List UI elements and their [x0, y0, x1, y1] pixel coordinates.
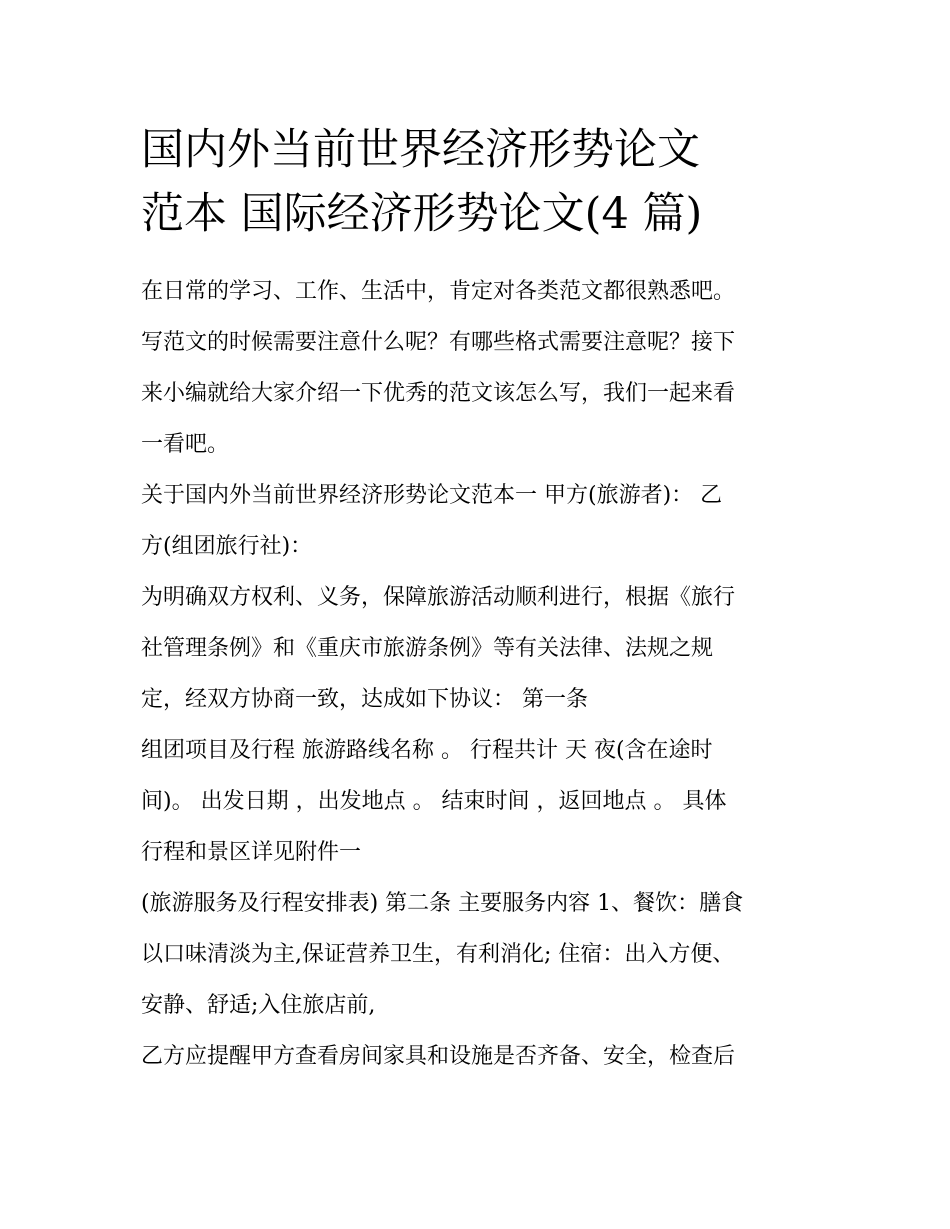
- paragraph-itinerary: 组团项目及行程 旅游路线名称 。 行程共计 天 夜(含在途时 间)。 出发日期 ，出发地点 。 结束时间 ，返回地点 。 具体 行程和景区详见附件一: [141, 738, 727, 865]
- title-line-2: 范本 国际经济形势论文(4 篇): [141, 189, 703, 239]
- paragraph-room-check: 乙方应提醒甲方查看房间家具和设施是否齐备、安全，检查后: [141, 1044, 736, 1069]
- document-content: [141, 118, 813, 1082]
- document-title: [141, 118, 813, 246]
- paragraph-intro: 在日常的学习、工作、生活中，肯定对各类范文都很熟悉吧。 写范文的时候需要注意什么呢？有哪些格式需要注意呢？接下 来小编就给大家介绍一下优秀的范文该怎么写，我们一起来看 一看吧。: [141, 279, 736, 457]
- paragraph-services: (旅游服务及行程安排表) 第二条 主要服务内容 1、餐饮：膳食 以口味清淡为主,保证营养卫生，有利消化; 住宿：出入方便、 安静、舒适;入住旅店前,: [141, 891, 744, 1018]
- title-line-1: 国内外当前世界经济形势论文: [141, 125, 700, 175]
- paragraph-agreement: 为明确双方权利、义务，保障旅游活动顺利进行，根据《旅行 社管理条例》和《重庆市旅游条例》等有关法律、法规之规 定，经双方协商一致，达成如下协议： 第一条: [141, 585, 736, 712]
- paragraph-parties: 关于国内外当前世界经济形势论文范本一 甲方(旅游者)： 乙 方(组团旅行社)：: [141, 483, 723, 559]
